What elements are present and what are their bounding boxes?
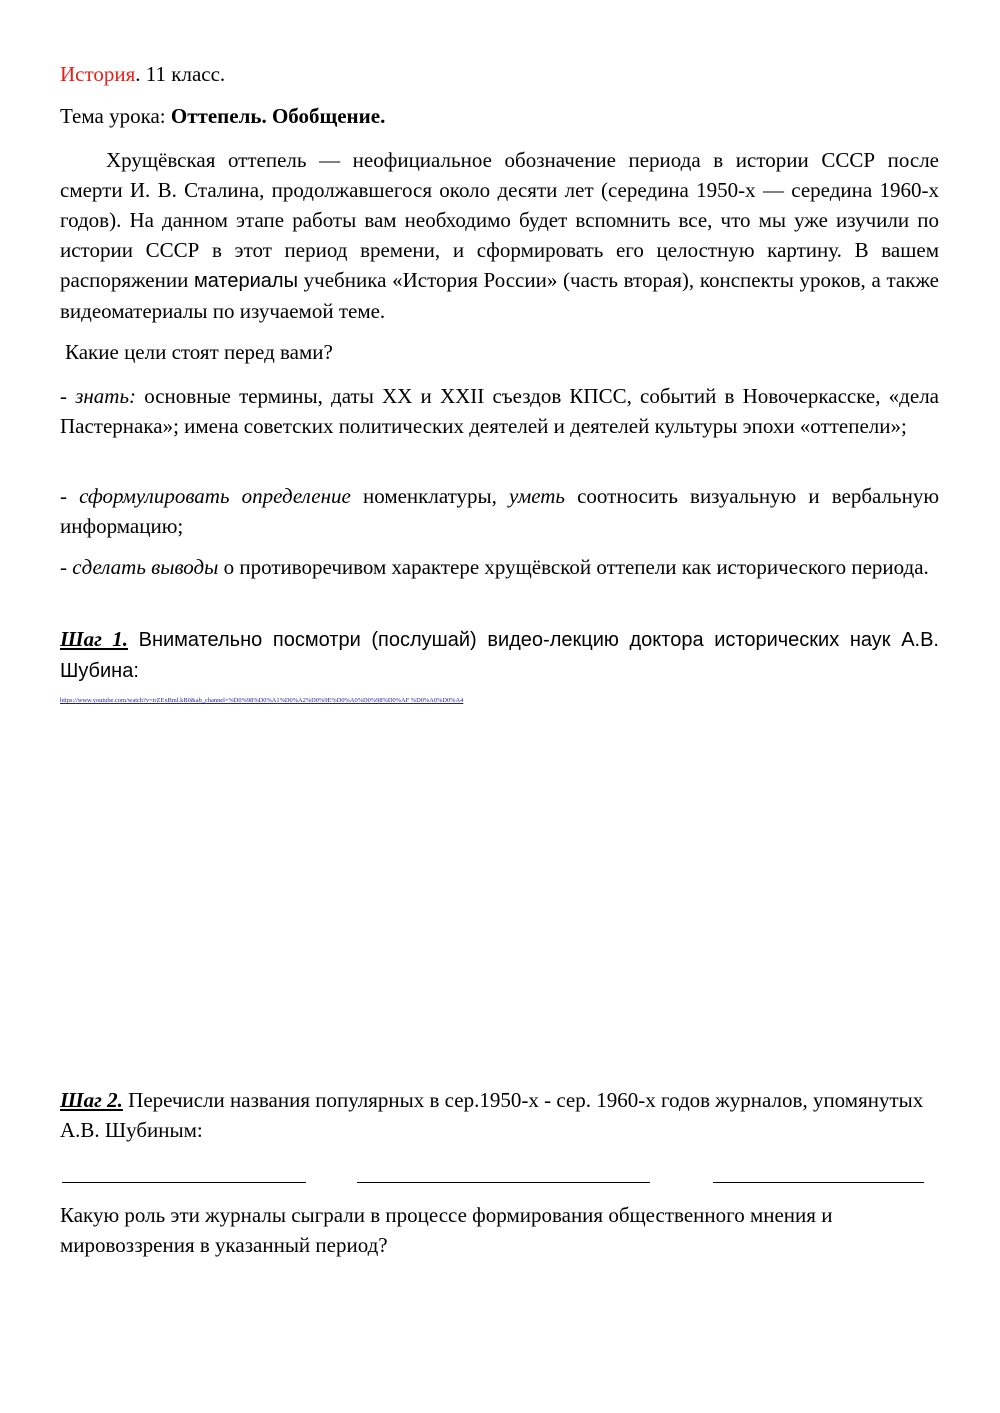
subject-line (60, 59, 225, 89)
goal-item-conclude (60, 552, 939, 582)
lesson-topic (60, 101, 385, 131)
grade-label: . 11 класс. (135, 62, 226, 86)
step-2 (60, 1085, 930, 1145)
answer-blanks (60, 1168, 939, 1188)
topic-title: Оттепель. Обобщение. (170, 104, 386, 128)
goal-text: номенклатуры, (350, 484, 510, 508)
goal-text-2: соотносить визуальную и вербальную информацию; (60, 484, 940, 538)
answer-blank-2[interactable] (357, 1182, 650, 1183)
step-1-label: Шаг 1. (60, 627, 128, 651)
intro-text-materials: материалы (194, 270, 298, 292)
goals-question: Какие цели стоят перед вами? (65, 340, 333, 364)
topic-label: Тема урока: (60, 104, 171, 128)
goal-verb-2: уметь (509, 484, 565, 508)
goal-text: основные термины, даты XX и XXII съездов КПСС, событий в Новочеркасске, «дела Пастернака»; имена советских политических деятелей и деятелей культуры эпохи «оттепели»; (60, 384, 939, 438)
goal-verb: сформулировать определение (79, 484, 351, 508)
answer-blank-3[interactable] (713, 1182, 924, 1183)
goal-verb: сделать выводы (72, 555, 219, 579)
step-2-label: Шаг 2. (60, 1088, 123, 1112)
step-1-text: Внимательно посмотри (послушай) видео-лекцию доктора исторических наук А.В. Шубина: (60, 629, 939, 682)
goal-text: о противоречивом характере хрущёвской оттепели как исторического периода. (218, 555, 929, 579)
step-1 (60, 624, 939, 686)
goal-dash: - (60, 555, 73, 579)
intro-text-1: Хрущёвская оттепель — неофициальное обозначение периода в истории СССР после смерти И. В. Сталина, продолжавшегося около десяти лет (середина 1950-х — середина 1960-х годов). На данном этапе работы вам необходимо будет вспомнить все, что мы уже изучили по истории СССР в этот период времени, и сформировать его целостную картину. В вашем распоряжении (60, 148, 939, 292)
goal-dash: - (60, 484, 80, 508)
answer-blank-1[interactable] (62, 1182, 306, 1183)
intro-text-2: учебника «История России» (часть вторая), конспекты уроков, а также видеоматериалы по изучаемой теме. (60, 268, 939, 323)
step-2-text: Перечисли названия популярных в сер.1950-х - сер. 1960-х годов журналов, упомянутых А.В. Шубиным: (60, 1088, 924, 1142)
video-lecture-link[interactable]: https://www.youtube.com/watch?v=irZExBml.kB0&ab_channel=%D0%98%D0%A1%D0%A2%D0%9E%D0%A0%D0%98%D0%AF %D0%A0%D0%A4 (60, 697, 464, 704)
goal-dash: - (60, 384, 76, 408)
intro-paragraph (60, 145, 939, 326)
goal-item-know (60, 381, 939, 441)
journals-role-question: Какую роль эти журналы сыграли в процессе формирования общественного мнения и мировоззрения в указанный период? (60, 1203, 833, 1257)
subject-name: История (60, 62, 136, 86)
goal-item-define (60, 481, 939, 541)
goal-verb: знать: (75, 384, 137, 408)
